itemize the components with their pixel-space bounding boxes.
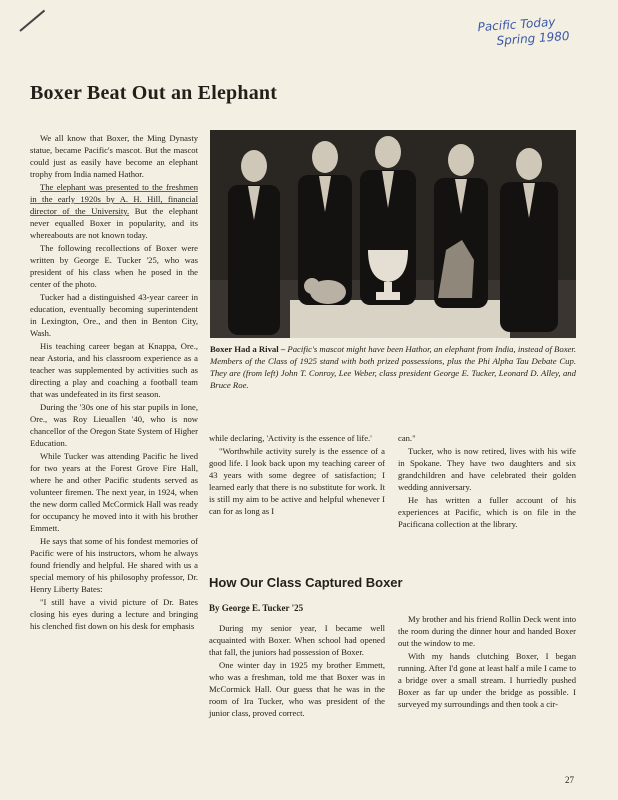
- paragraph: We all know that Boxer, the Ming Dynasty statue, became Pacific's mascot. But the mascot could just as easily have become an elephant trophy from India named Hathor.: [30, 133, 198, 179]
- paragraph-continuation: But the elephant never equalled Boxer in popularity, and its whereabouts are not known today.: [30, 206, 198, 240]
- page-number: 27: [565, 775, 574, 785]
- handwritten-note: [477, 12, 599, 50]
- class-photo: [210, 130, 576, 338]
- paragraph: can.": [398, 433, 416, 443]
- caption-text: Pacific's mascot might have been Hathor, an elephant from India, instead of Boxer. Members of the Class of 1925 stand with both prized possessions, plus the Phi Alpha Tau Debate Cup. They are (from left) John T. Conroy, Lee Weber, class president George E. Tucker, Leonard D. Alley, and Bruce Roe.: [210, 344, 576, 390]
- byline: By George E. Tucker '25: [209, 603, 304, 613]
- paragraph: He has written a fuller account of his experiences at Pacific, which is on file in the Pacificana collection at the library.: [398, 495, 576, 529]
- paragraph: While Tucker was attending Pacific he lived for two years at the Forest Grove Fire Hall, where he and other Pacific students served as volunteer firemen. The next year, in 1924, when the new dorm called McCormick Hall was ready for occupancy he moved into it with his brother Emmett.: [30, 451, 198, 533]
- column-4: [209, 622, 385, 720]
- column-3: [398, 432, 576, 531]
- paragraph: [30, 181, 198, 241]
- caption-lead: Boxer Had a Rival –: [210, 344, 286, 354]
- paragraph: My brother and his friend Rollin Deck went into the room during the dinner hour and handed Boxer out the window to me.: [398, 614, 576, 648]
- paragraph: One winter day in 1925 my brother Emmett, who was a freshman, told me that Boxer was in McCormick Hall. Our guess that he was in the room of Ira Tucker, who was president of the junior class, proved correct.: [209, 660, 385, 718]
- handwritten-line: Pacific Today: [477, 14, 556, 35]
- photo-caption: [210, 343, 576, 391]
- paragraph: With my hands clutching Boxer, I began running. After I'd gone at least half a mile I came to a bridge over a small stream. I hurriedly pushed Boxer as far up under the bridge as possible. I surveyed my surroundings and then took a cir-: [398, 651, 576, 709]
- section-subhead: How Our Class Captured Boxer: [209, 575, 403, 590]
- paragraph: During my senior year, I became well acquainted with Boxer. When school had opened that fall, the juniors had possession of Boxer.: [209, 623, 385, 657]
- paragraph: His teaching career began at Knappa, Ore., near Astoria, and his classroom experience as a teacher was supplemented by activities such as directing a play and coaching a football team that was undefeated in its first season.: [30, 341, 198, 399]
- highlighted-text: The elephant was presented to the freshmen in the early 1920s by A. H. Hill, financial director of the University.: [30, 182, 198, 216]
- paragraph: During the '30s one of his star pupils in Ione, Ore., was Roy Lieuallen '40, who is now chancellor of the Oregon State System of Higher Education.: [30, 402, 198, 448]
- paragraph: Tucker had a distinguished 43-year career in education, eventually becoming superintendent in Lexington, Ore., and then in Benton City, Wash.: [30, 292, 198, 338]
- paragraph: He says that some of his fondest memories of Pacific were of his instructors, whom he always found friendly and helpful. He shared with us a special memory of his philosophy professor, Dr. Henry Liberty Bates:: [30, 536, 198, 594]
- column-1: [30, 132, 198, 633]
- paragraph: Tucker, who is now retired, lives with his wife in Spokane. They have two daughters and six grandchildren and have celebrated their golden wedding anniversary.: [398, 446, 576, 492]
- article-title: Boxer Beat Out an Elephant: [30, 82, 278, 104]
- column-5: [398, 613, 576, 711]
- handwritten-line: Spring 1980: [496, 28, 570, 48]
- paragraph: The following recollections of Boxer were written by George E. Tucker '25, who was president of his class when he posed in the center of the photo.: [30, 243, 198, 289]
- column-2: [209, 432, 385, 518]
- paragraph: "I still have a vivid picture of Dr. Bates closing his eyes during a lecture and bringing his clenched fist down on his desk for emphasis: [30, 597, 198, 631]
- paragraph: while declaring, 'Activity is the essence of life.': [209, 433, 372, 443]
- pen-mark: [19, 10, 45, 32]
- paragraph: "Worthwhile activity surely is the essence of a good life. I look back upon my teaching career of 43 years with some degree of satisfaction; I learned early that there is no substitute for work. It is still my aim to be active and helpful whenever I can for as long as I: [209, 446, 385, 516]
